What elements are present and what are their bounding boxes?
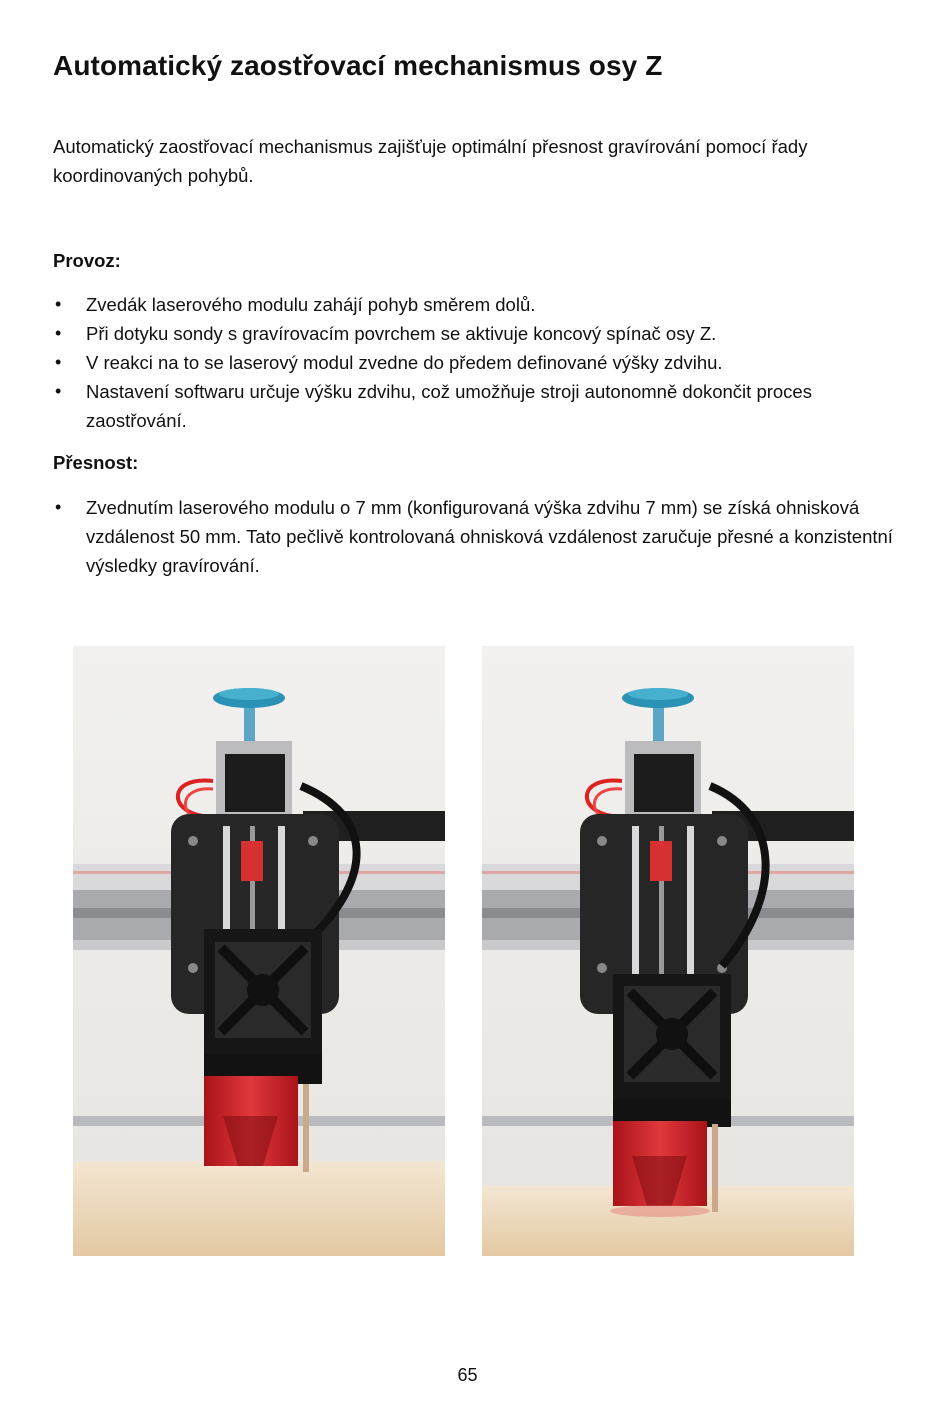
intro-paragraph: Automatický zaostřovací mechanismus zajišťuje optimální přesnost gravírování pomocí řady koordinovaných pohybů.	[53, 136, 808, 186]
section-heading-presnost: Přesnost:	[53, 452, 139, 473]
list-item: • Zvednutím laserového modulu o 7 mm (konfigurovaná výška zdvihu 7 mm) se získá ohnisková vzdálenost 50 mm. Tato pečlivě kontrolovaná ohnisková vzdálenost zaručuje přesné a konzistentní výsledky gravírování.	[53, 493, 893, 580]
list-item: • V reakci na to se laserový modul zvedne do předem definované výšky zdvihu.	[53, 348, 893, 377]
provoz-list	[53, 290, 893, 435]
list-item: • Při dotyku sondy s gravírovacím povrchem se aktivuje koncový spínač osy Z.	[53, 319, 893, 348]
presnost-list	[53, 493, 893, 580]
laser-module-lowered-photo	[482, 646, 854, 1256]
list-item: • Zvedák laserového modulu zahájí pohyb směrem dolů.	[53, 290, 893, 319]
page-title: Automatický zaostřovací mechanismus osy Z	[53, 50, 663, 81]
page-number: 65	[457, 1365, 478, 1385]
section-heading-provoz: Provoz:	[53, 250, 121, 271]
laser-module-raised-photo	[73, 646, 445, 1256]
list-item: • Nastavení softwaru určuje výšku zdvihu, což umožňuje stroji autonomně dokončit proces zaostřování.	[53, 377, 893, 435]
